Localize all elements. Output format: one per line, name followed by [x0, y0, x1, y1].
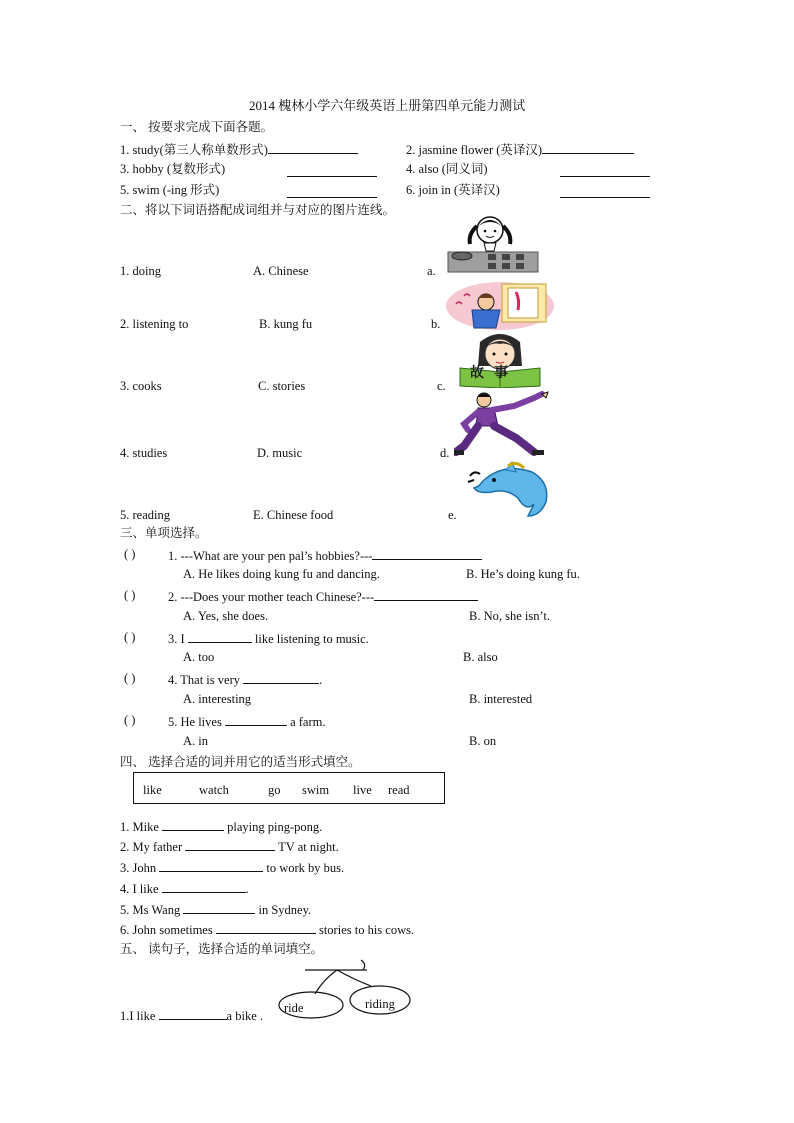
word-bank-item: swim	[302, 783, 330, 797]
s1-item-6: 6. join in (英译汉)	[406, 183, 500, 197]
match-letter-c: c.	[437, 379, 446, 393]
answer-blank[interactable]	[243, 672, 319, 684]
answer-blank[interactable]	[287, 186, 377, 198]
q2-option-b[interactable]: B. No, she isn’t.	[469, 609, 551, 623]
question-1: 1. ---What are your pen pal’s hobbies?---	[168, 548, 482, 563]
answer-parentheses[interactable]: ( )	[124, 588, 136, 602]
answer-blank[interactable]	[216, 922, 316, 934]
match-middle-d: D. music	[257, 446, 303, 460]
q1-option-a[interactable]: A. He likes doing kung fu and dancing.	[183, 567, 380, 581]
kung-fu-illustration	[454, 390, 550, 460]
match-left-1: 1. doing	[120, 264, 161, 278]
page-title: 2014 槐林小学六年级英语上册第四单元能力测试	[249, 98, 526, 113]
answer-blank[interactable]	[183, 902, 255, 914]
match-middle-b: B. kung fu	[259, 317, 313, 331]
section-5-heading: 五、 读句子，选择合适的单词填空。	[120, 942, 324, 956]
word-bank-item: live	[353, 783, 372, 797]
q5-option-b[interactable]: B. on	[469, 734, 497, 748]
answer-blank[interactable]	[162, 819, 224, 831]
answer-blank[interactable]	[287, 165, 377, 177]
answer-blank[interactable]	[159, 1008, 227, 1020]
answer-blank[interactable]	[159, 860, 263, 872]
match-letter-e: e.	[448, 508, 457, 522]
answer-parentheses[interactable]: ( )	[124, 630, 136, 644]
section-2-heading: 二、将以下词语搭配成词组并与对应的图片连线。	[120, 203, 396, 217]
answer-blank[interactable]	[560, 165, 650, 177]
section-4-heading: 四、 选择合适的词并用它的适当形式填空。	[120, 755, 361, 769]
fill-item-4: 4. I like .	[120, 882, 249, 896]
answer-parentheses[interactable]: ( )	[124, 713, 136, 727]
option-riding[interactable]: riding	[365, 997, 395, 1011]
match-middle-e: E. Chinese food	[253, 508, 334, 522]
answer-blank[interactable]	[542, 142, 634, 154]
fill-item-1: 1. Mike playing ping-pong.	[120, 820, 323, 834]
s1-item-4: 4. also (同义词)	[406, 162, 488, 176]
question-4: 4. That is very .	[168, 673, 323, 687]
word-bank-box	[133, 772, 445, 804]
q3-option-a[interactable]: A. too	[183, 650, 215, 664]
option-ride[interactable]: ride	[284, 1001, 304, 1015]
match-middle-c: C. stories	[258, 379, 306, 393]
swimming-dolphin-illustration	[462, 458, 554, 520]
word-bank-item: go	[268, 783, 281, 797]
match-letter-d: d.	[440, 446, 450, 460]
s1-item-5: 5. swim (-ing 形式)	[120, 183, 220, 197]
q4-option-b[interactable]: B. interested	[469, 692, 533, 706]
match-left-3: 3. cooks	[120, 379, 162, 393]
fill-item-5: 5. Ms Wang in Sydney.	[120, 903, 312, 917]
section-3-heading: 三、单项选择。	[120, 526, 208, 540]
answer-blank[interactable]	[372, 548, 482, 560]
section-1-heading: 一、 按要求完成下面各题。	[120, 120, 274, 134]
match-left-4: 4. studies	[120, 446, 168, 460]
answer-blank[interactable]	[188, 631, 252, 643]
answer-blank[interactable]	[560, 186, 650, 198]
listening-music-illustration	[446, 280, 554, 330]
q1-option-b[interactable]: B. He’s doing kung fu.	[466, 567, 580, 581]
answer-blank[interactable]	[225, 714, 287, 726]
fill-item-2: 2. My father TV at night.	[120, 840, 339, 854]
match-left-5: 5. reading	[120, 508, 170, 522]
question-2: 2. ---Does your mother teach Chinese?---	[168, 589, 478, 604]
q2-option-a[interactable]: A. Yes, she does.	[183, 609, 269, 623]
word-bank-item: watch	[199, 783, 229, 797]
answer-blank[interactable]	[185, 839, 275, 851]
book-cover-text: 故事	[470, 365, 518, 381]
q4-option-a[interactable]: A. interesting	[183, 692, 252, 706]
match-letter-b: b.	[431, 317, 441, 331]
fill-item-3: 3. John to work by bus.	[120, 861, 345, 875]
match-left-2: 2. listening to	[120, 317, 189, 331]
answer-blank[interactable]	[162, 881, 246, 893]
question-5: 5. He lives a farm.	[168, 715, 326, 729]
match-middle-a: A. Chinese	[253, 264, 309, 278]
s1-item-3: 3. hobby (复数形式)	[120, 162, 226, 176]
q3-option-b[interactable]: B. also	[463, 650, 498, 664]
answer-blank[interactable]	[374, 589, 478, 601]
word-bank-item: like	[143, 783, 162, 797]
question-3: 3. I like listening to music.	[168, 632, 369, 646]
cooking-girl-illustration	[440, 214, 540, 274]
answer-parentheses[interactable]: ( )	[124, 671, 136, 685]
answer-parentheses[interactable]: ( )	[124, 547, 136, 561]
fill-item-6: 6. John sometimes stories to his cows.	[120, 923, 415, 937]
match-letter-a: a.	[427, 264, 436, 278]
choice-item-1: 1.I like a bike .	[120, 1009, 263, 1023]
answer-blank[interactable]	[268, 142, 358, 154]
s1-item-2: 2. jasmine flower (英译汉)	[406, 142, 634, 157]
word-bank-item: read	[388, 783, 410, 797]
s1-item-1: 1. study(第三人称单数形式)	[120, 142, 358, 157]
q5-option-a[interactable]: A. in	[183, 734, 208, 748]
